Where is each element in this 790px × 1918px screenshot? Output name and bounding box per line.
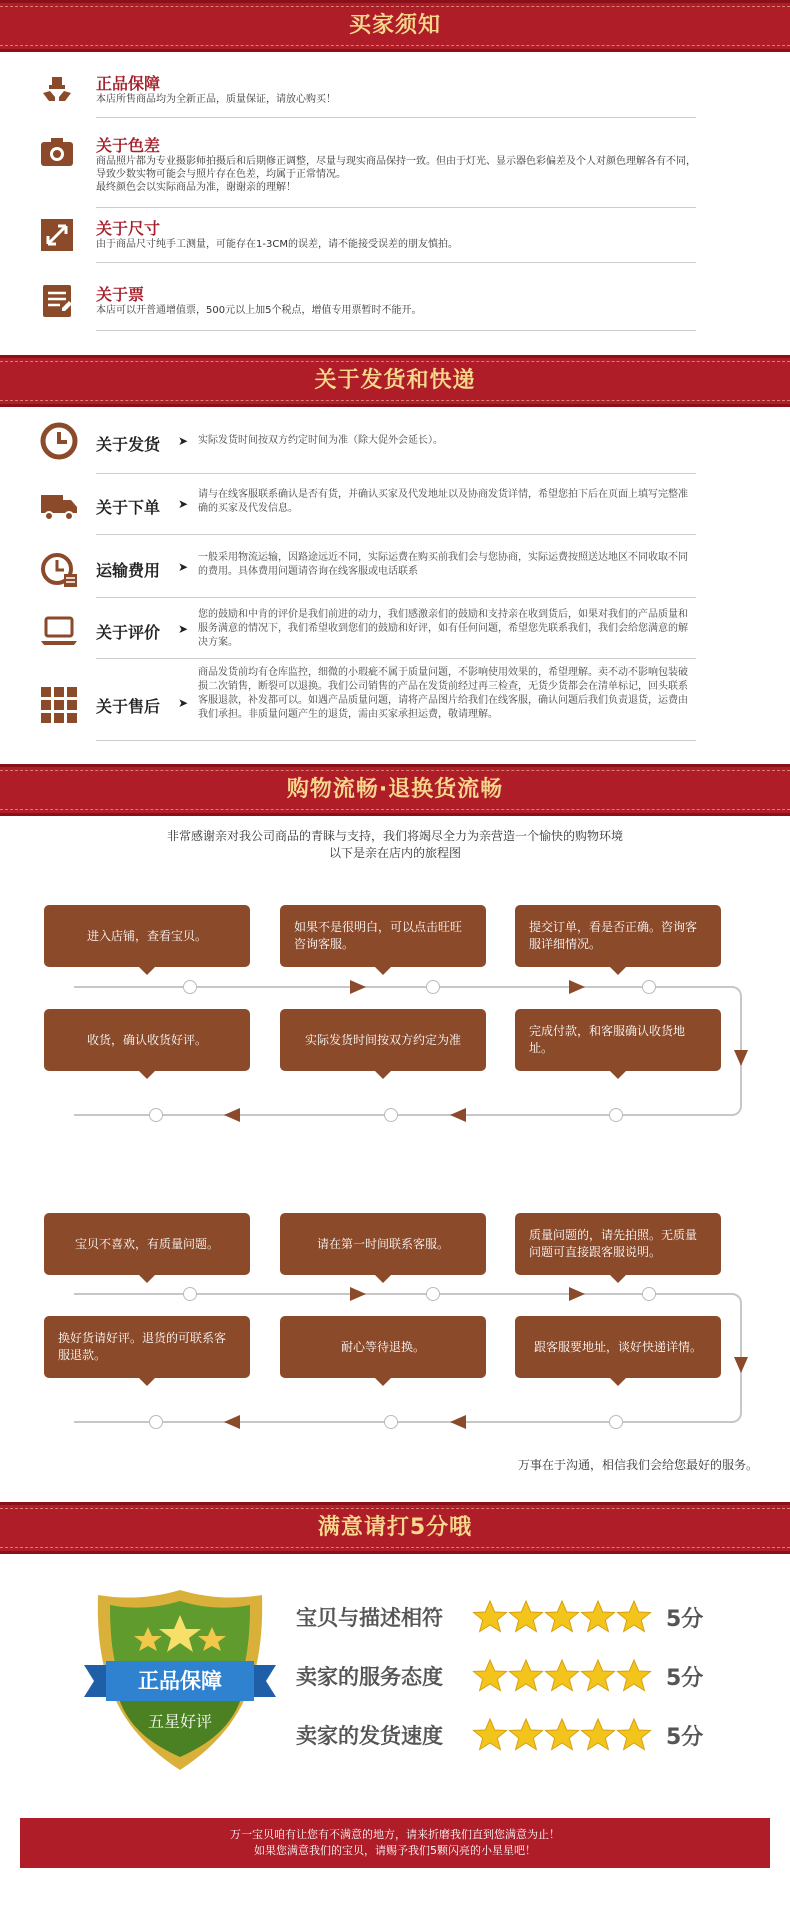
flow-step: 宝贝不喜欢，有质量问题。 — [44, 1213, 250, 1275]
arrow-right-icon: ➤ — [178, 434, 189, 448]
divider — [96, 534, 696, 535]
calendar-clock-icon — [40, 550, 78, 588]
rating-row — [296, 1715, 703, 1755]
flow-arrow-right — [569, 980, 585, 994]
flow-track — [74, 1421, 734, 1423]
star-icon — [544, 1599, 580, 1635]
rating-score: 5分 — [666, 1606, 704, 1632]
star-icon — [616, 1717, 652, 1753]
flow-arrow-right — [569, 1287, 585, 1301]
footer-banner — [20, 1818, 770, 1868]
shipping-desc: 实际发货时间按双方约定时间为准（除大促外会延长）。 — [198, 435, 443, 446]
grid-icon — [40, 686, 78, 724]
rating-label: 卖家的发货速度 — [296, 1724, 443, 1748]
shipping-desc: 您的鼓励和中肯的评价是我们前进的动力，我们感激亲们的鼓励和支持亲在收到货后，如果对我们的产品质量和服务满意的情况下，我们希望收到您们的鼓励和好评，如有任何问题，希望您先联系我们，我们会给您满意的解决方案。 — [198, 609, 688, 648]
rating-score: 5分 — [666, 1665, 704, 1691]
flow-dot — [384, 1415, 398, 1429]
star-icon — [544, 1717, 580, 1753]
rating-row — [296, 1597, 703, 1637]
closing-text: 万事在于沟通，相信我们会给您最好的服务。 — [517, 1458, 758, 1472]
flow-intro — [0, 828, 790, 862]
badge-sub: 五星好评 — [147, 1712, 212, 1731]
notice-title: 正品保障 — [96, 74, 161, 93]
truck-icon — [40, 487, 78, 525]
divider — [96, 473, 696, 474]
divider — [96, 262, 696, 263]
divider — [96, 207, 696, 208]
flow-step: 实际发货时间按双方约定为准 — [280, 1009, 486, 1071]
flow-arrow-right — [350, 1287, 366, 1301]
shipping-title: 关于下单 — [96, 498, 161, 517]
divider — [96, 330, 696, 331]
flow-dot — [609, 1415, 623, 1429]
star-icon — [508, 1599, 544, 1635]
badge-ribbon: 正品保障 — [138, 1669, 222, 1693]
clock-icon — [40, 422, 78, 460]
shipping-title: 关于售后 — [96, 697, 161, 716]
star-icon — [472, 1599, 508, 1635]
flow-dot — [183, 1287, 197, 1301]
flow-dot — [426, 1287, 440, 1301]
shipping-title: 关于评价 — [96, 623, 161, 642]
flow-step: 收货，确认收货好评。 — [44, 1009, 250, 1071]
flow-dot — [642, 1287, 656, 1301]
flow-step: 提交订单，看是否正确。咨询客服详细情况。 — [515, 905, 721, 967]
flow-step: 进入店铺，查看宝贝。 — [44, 905, 250, 967]
shipping-title: 运输费用 — [96, 561, 161, 580]
footer-line: 万一宝贝咱有让您有不满意的地方，请来折磨我们直到您满意为止！ — [230, 1828, 560, 1841]
hands-stamp-icon — [40, 73, 74, 107]
flow-track — [74, 1293, 734, 1295]
arrow-right-icon: ➤ — [178, 696, 189, 710]
notice-desc: 本店可以开普通增值票，500元以上加5个税点，增值专用票暂时不能开。 — [96, 305, 422, 316]
flow-step: 换好货请好评。退货的可联系客服退款。 — [44, 1316, 250, 1378]
shipping-desc: 一般采用物流运输，因路途远近不同，实际运费在购买前我们会与您协商，实际运费按照送达地区不同收取不同的费用。具体费用问题请咨询在线客服或电话联系 — [198, 552, 688, 577]
rating-label: 卖家的服务态度 — [296, 1665, 443, 1689]
flow-step: 质量问题的，请先拍照。无质量问题可直接跟客服说明。 — [515, 1213, 721, 1275]
intro-line: 非常感谢亲对我公司商品的青睐与支持，我们将竭尽全力为亲营造一个愉快的购物环境 — [166, 829, 623, 843]
notice-desc: 由于商品尺寸纯手工测量，可能存在1-3CM的误差，请不能接受误差的朋友慎拍。 — [96, 239, 458, 250]
banner-title: 买家须知 — [348, 13, 441, 38]
flow-step: 请在第一时间联系客服。 — [280, 1213, 486, 1275]
rating-label: 宝贝与描述相符 — [296, 1606, 443, 1630]
banner-title: 关于发货和快递 — [314, 368, 476, 393]
star-icon — [580, 1658, 616, 1694]
star-icon — [616, 1599, 652, 1635]
star-icon — [616, 1658, 652, 1694]
banner-title: 满意请打5分哦 — [317, 1515, 473, 1540]
divider — [96, 117, 696, 118]
banner-title: 购物流畅·退换货流畅 — [286, 777, 504, 802]
flow-step: 完成付款，和客服确认收货地址。 — [515, 1009, 721, 1071]
star-icon — [544, 1658, 580, 1694]
flow-dot — [149, 1108, 163, 1122]
flow-step: 如果不是很明白，可以点击旺旺咨询客服。 — [280, 905, 486, 967]
flow-dot — [384, 1108, 398, 1122]
rating-row — [296, 1656, 703, 1696]
flow-arrow-down — [734, 1050, 748, 1066]
flow-dot — [426, 980, 440, 994]
banner-buyer-notice — [0, 0, 790, 52]
flow-arrow-left — [450, 1415, 466, 1429]
star-icon — [508, 1717, 544, 1753]
banner-shopping-flow — [0, 764, 790, 816]
invoice-icon — [40, 284, 74, 318]
resize-arrow-icon — [40, 218, 74, 252]
arrow-right-icon: ➤ — [178, 622, 189, 636]
rating-score: 5分 — [666, 1724, 704, 1750]
banner-shipping — [0, 355, 790, 407]
star-icon — [472, 1717, 508, 1753]
camera-icon — [40, 135, 74, 169]
star-icon — [580, 1599, 616, 1635]
shipping-desc: 请与在线客服联系确认是否有货，并确认买家及代发地址以及协商发货详情，希望您拍下后在页面上填写完整准确的买家及代发信息。 — [198, 489, 688, 514]
flow-dot — [609, 1108, 623, 1122]
divider — [96, 740, 696, 741]
flow-step: 跟客服要地址，谈好快递详情。 — [515, 1316, 721, 1378]
shipping-title: 关于发货 — [96, 435, 161, 454]
arrow-right-icon: ➤ — [178, 497, 189, 511]
flow-dot — [642, 980, 656, 994]
divider — [96, 658, 696, 659]
shipping-desc: 商品发货前均有仓库监控，细微的小瑕疵不属于质量问题，不影响使用效果的，希望理解。卖不动不影响包装破损二次销售，断裂可以退换。我们公司销售的产品在发货前经过再三检查，无货少货都会在清单标记，回头联系客服退款，补发都可以。如遇产品质量问题，请将产品图片给我们在线客服，确认问题后我们负责退货，运费由我们承担。非质量问题产生的退货，需由买家承担运费，敬请理解。 — [198, 667, 688, 720]
laptop-icon — [40, 612, 78, 650]
flow-dot — [183, 980, 197, 994]
quality-badge — [80, 1585, 280, 1775]
star-icon — [508, 1658, 544, 1694]
notice-desc: 本店所售商品均为全新正品，质量保证，请放心购买！ — [96, 94, 336, 105]
flow-arrow-left — [224, 1108, 240, 1122]
flow-dot — [149, 1415, 163, 1429]
star-icon — [472, 1658, 508, 1694]
notice-title: 关于色差 — [96, 136, 161, 155]
flow-arrow-left — [450, 1108, 466, 1122]
flow-step: 耐心等待退换。 — [280, 1316, 486, 1378]
intro-line: 以下是亲在店内的旅程图 — [328, 846, 461, 860]
flow-arrow-down — [734, 1357, 748, 1373]
divider — [96, 597, 696, 598]
notice-title: 关于尺寸 — [96, 219, 161, 238]
flow-track — [74, 986, 734, 988]
notice-desc: 商品照片都为专业摄影师拍摄后和后期修正调整，尽量与现实商品保持一致。但由于灯光、显示器色彩偏差及个人对颜色理解各有不同，导致少数实物可能会与照片存在色差，均属于正常情况。 最终颜色会以实际商品为准，谢谢亲的理解！ — [96, 156, 696, 193]
notice-title: 关于票 — [96, 285, 145, 304]
banner-rating — [0, 1502, 790, 1554]
footer-line: 如果您满意我们的宝贝，请赐予我们5颗闪亮的小星星吧！ — [254, 1844, 536, 1857]
flow-track — [74, 1114, 734, 1116]
star-icon — [580, 1717, 616, 1753]
flow-arrow-right — [350, 980, 366, 994]
arrow-right-icon: ➤ — [178, 560, 189, 574]
flow-arrow-left — [224, 1415, 240, 1429]
